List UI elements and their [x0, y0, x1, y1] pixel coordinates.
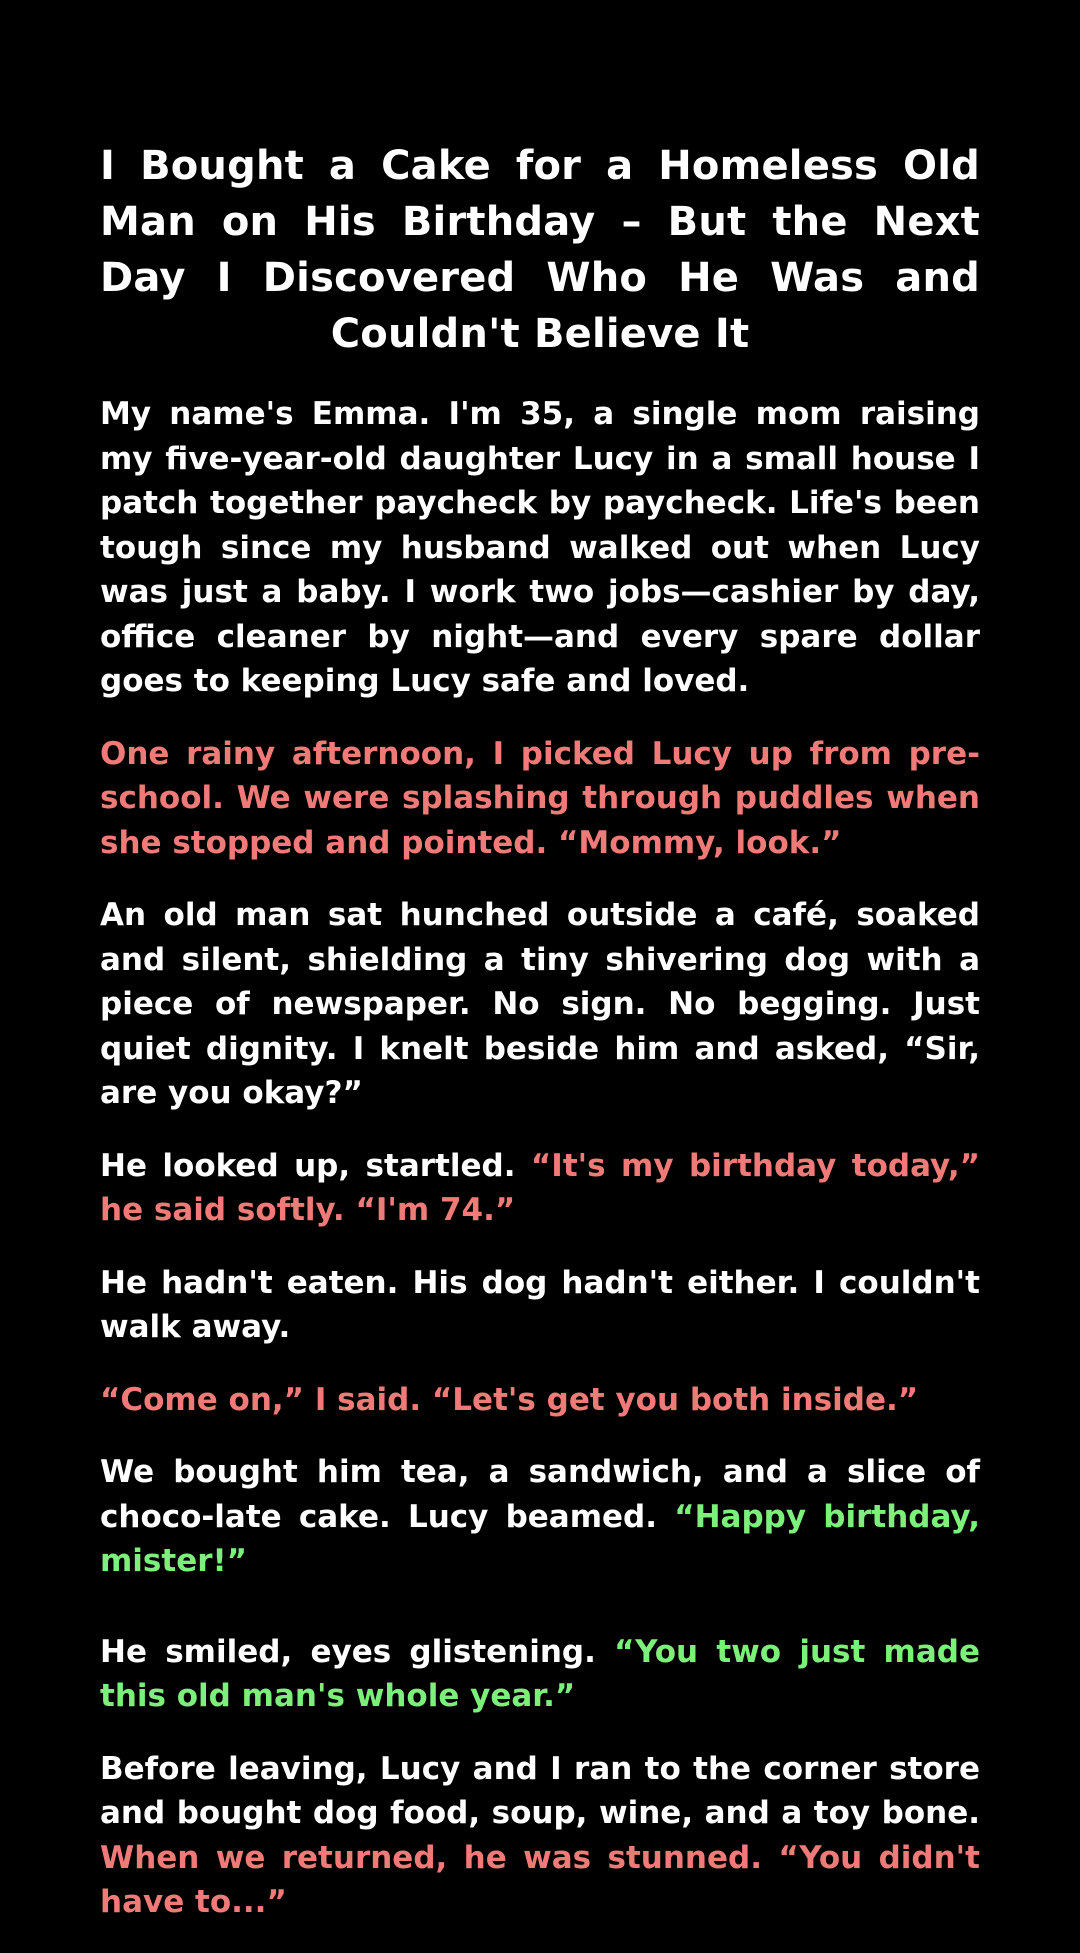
paragraph-before-leaving — [100, 1747, 980, 1925]
highlighted-quote: “Happy birthday, mister!” — [100, 1498, 980, 1579]
paragraph-text: He hadn't eaten. His dog hadn't either. I couldn't walk away. — [100, 1264, 980, 1345]
paragraph-hadnt-eaten — [100, 1261, 980, 1350]
paragraph-come-on — [100, 1378, 980, 1423]
paragraph-text: He looked up, startled. — [100, 1147, 531, 1184]
paragraph-birthday — [100, 1144, 980, 1233]
highlighted-quote: “You two just made this old man's whole year.” — [100, 1633, 980, 1714]
paragraph-text: An old man sat hunched outside a café, soaked and silent, shielding a tiny shivering dog with a piece of newspaper. No sign. No begging. Just quiet dignity. I knelt beside him and asked, “Sir, are you okay?” — [100, 897, 980, 1111]
paragraph-smiled — [100, 1630, 980, 1719]
highlighted-quote: When we returned, he was stunned. “You didn't have to...” — [100, 1839, 980, 1920]
article-title: I Bought a Cake for a Homeless Old Man on His Birthday – But the Next Day I Discovered Who He Was and Couldn't Believe It — [100, 143, 980, 357]
paragraph-text: We bought him tea, a sandwich, and a slice of choco-late cake. Lucy beamed. — [100, 1454, 980, 1535]
highlighted-text: One rainy afternoon, I picked Lucy up from pre-school. We were splashing through puddles when she stopped and pointed. “Mommy, look.” — [100, 735, 980, 861]
paragraph-rainy-afternoon — [100, 732, 980, 866]
paragraph-old-man — [100, 893, 980, 1116]
paragraph-text: My name's Emma. I'm 35, a single mom raising my five-year-old daughter Lucy in a small house I patch together paycheck by paycheck. Life's been tough since my husband walked out when Lucy was just a baby. I work two jobs—cashier by day, office cleaner by night—and every spare dollar goes to keeping Lucy safe and loved. — [100, 396, 980, 699]
highlighted-quote: “Come on,” I said. “Let's get you both inside.” — [100, 1381, 919, 1418]
highlighted-quote: “It's my birthday today,” he said softly. “I'm 74.” — [100, 1147, 981, 1228]
article — [100, 138, 980, 1953]
paragraph-intro — [100, 392, 980, 704]
paragraph-cake — [100, 1450, 980, 1584]
paragraph-text: He smiled, eyes glistening. — [100, 1633, 615, 1670]
paragraph-text: Before leaving, Lucy and I ran to the corner store and bought dog food, soup, wine, and a toy bone. — [100, 1750, 980, 1831]
